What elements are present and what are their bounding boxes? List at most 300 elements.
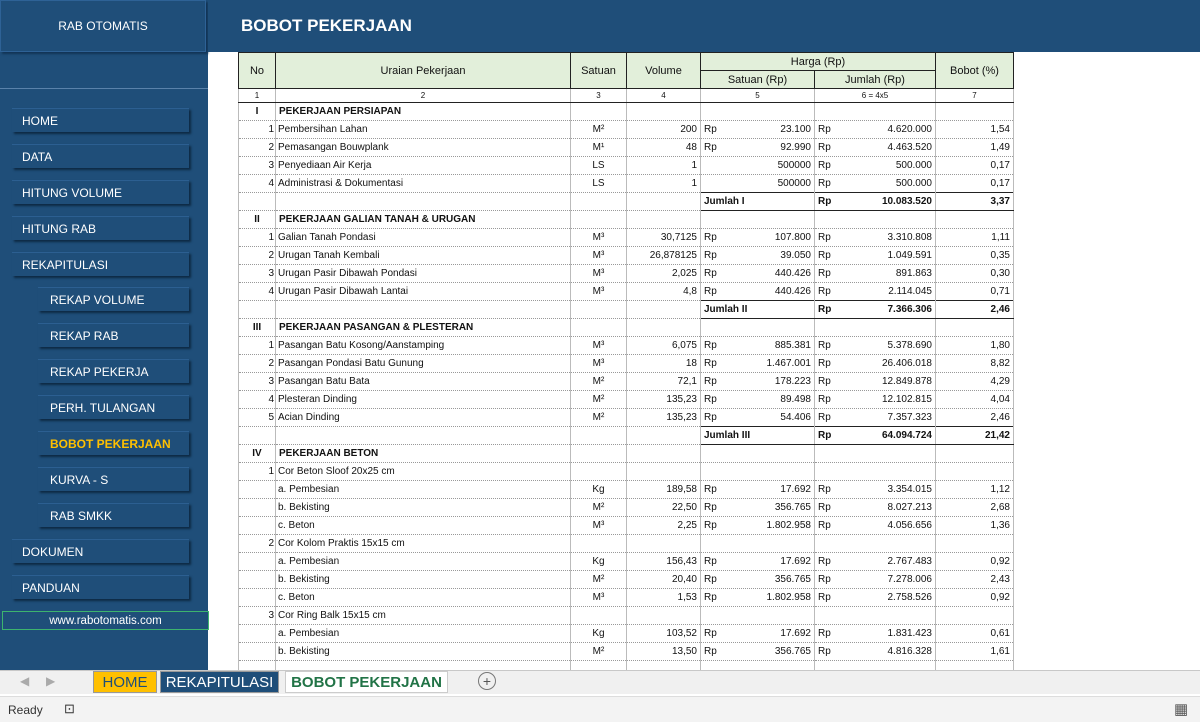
item-bobot: 0,92 xyxy=(936,589,1014,607)
index-cell: 1 xyxy=(239,89,276,103)
price-value: 440.426 xyxy=(774,286,811,297)
item-bobot: 8,82 xyxy=(936,355,1014,373)
empty-cell xyxy=(571,301,627,319)
nav-item-bobot-pekerjaan[interactable]: BOBOT PEKERJAAN xyxy=(38,431,189,455)
item-unit: M² xyxy=(571,391,627,409)
item-volume: 156,43 xyxy=(627,553,701,571)
table-row xyxy=(239,121,1014,139)
item-total xyxy=(815,175,936,193)
rp-label: Rp xyxy=(704,232,717,243)
item-bobot xyxy=(936,463,1014,481)
nav-item-hitung-volume[interactable]: HITUNG VOLUME xyxy=(12,180,189,204)
item-name: c. Beton xyxy=(276,589,571,607)
item-total xyxy=(815,409,936,427)
normal-view-icon[interactable]: ▦ xyxy=(1174,701,1189,718)
section-name: PEKERJAAN PERSIAPAN xyxy=(276,103,571,121)
item-unit: M² xyxy=(571,643,627,661)
item-unit: M² xyxy=(571,571,627,589)
item-name: Pasangan Pondasi Batu Gunung xyxy=(276,355,571,373)
item-number: 2 xyxy=(239,535,276,553)
price-value: 356.765 xyxy=(774,574,811,585)
item-number: 3 xyxy=(239,265,276,283)
item-volume: 6,075 xyxy=(627,337,701,355)
price-value: 440.426 xyxy=(774,268,811,279)
sum-total xyxy=(815,193,936,211)
price-value: 17.692 xyxy=(780,556,811,567)
item-price xyxy=(701,625,815,643)
price-value: 178.223 xyxy=(774,376,811,387)
sum-label: Jumlah II xyxy=(701,301,815,319)
price-value: 89.498 xyxy=(780,394,811,405)
col-harga: Harga (Rp) xyxy=(701,53,936,71)
item-name: Pemasangan Bouwplank xyxy=(276,139,571,157)
table-row xyxy=(239,373,1014,391)
section-name: PEKERJAAN PASANGAN & PLESTERAN xyxy=(276,319,571,337)
nav-item-dokumen[interactable]: DOKUMEN xyxy=(12,539,189,563)
status-bar xyxy=(0,696,1200,722)
empty-cell xyxy=(571,427,627,445)
table-row xyxy=(239,229,1014,247)
table-row xyxy=(239,445,1014,463)
empty-cell xyxy=(627,445,701,463)
item-number: 1 xyxy=(239,121,276,139)
item-total xyxy=(815,229,936,247)
rp-label: Rp xyxy=(704,412,717,423)
item-bobot: 0,17 xyxy=(936,175,1014,193)
rp-label: Rp xyxy=(704,286,717,297)
table-row xyxy=(239,319,1014,337)
nav-item-kurva-s[interactable]: KURVA - S xyxy=(38,467,189,491)
item-price xyxy=(701,283,815,301)
item-price xyxy=(701,589,815,607)
item-volume xyxy=(627,535,701,553)
item-volume: 1 xyxy=(627,175,701,193)
empty-cell xyxy=(276,193,571,211)
item-total xyxy=(815,157,936,175)
item-volume: 22,50 xyxy=(627,499,701,517)
item-number: 3 xyxy=(239,373,276,391)
item-unit: M² xyxy=(571,499,627,517)
table-row xyxy=(239,409,1014,427)
rp-label: Rp xyxy=(818,394,831,405)
item-total xyxy=(815,373,936,391)
price-value: 39.050 xyxy=(780,250,811,261)
empty-cell xyxy=(571,193,627,211)
status-ready: Ready xyxy=(8,703,43,717)
table-row xyxy=(239,103,1014,121)
item-volume: 2,025 xyxy=(627,265,701,283)
item-number: 2 xyxy=(239,139,276,157)
item-bobot: 1,49 xyxy=(936,139,1014,157)
sum-label: Jumlah I xyxy=(701,193,815,211)
item-bobot: 1,12 xyxy=(936,481,1014,499)
table-row xyxy=(239,499,1014,517)
empty-cell xyxy=(701,103,815,121)
item-bobot: 1,36 xyxy=(936,517,1014,535)
total-value: 4.463.520 xyxy=(887,142,932,153)
total-value: 2.758.526 xyxy=(887,592,932,603)
item-bobot: 4,04 xyxy=(936,391,1014,409)
item-price xyxy=(701,139,815,157)
item-bobot xyxy=(936,535,1014,553)
item-number: 2 xyxy=(239,355,276,373)
table-row xyxy=(239,211,1014,229)
table-row xyxy=(239,139,1014,157)
index-cell: 5 xyxy=(701,89,815,103)
sum-total xyxy=(815,301,936,319)
empty-cell xyxy=(936,103,1014,121)
rp-label: Rp xyxy=(818,592,831,603)
empty-cell xyxy=(276,427,571,445)
price-value: 1.802.958 xyxy=(766,592,811,603)
item-price xyxy=(701,175,815,193)
item-volume: 2,25 xyxy=(627,517,701,535)
table-row xyxy=(239,283,1014,301)
item-total xyxy=(815,463,936,481)
sidebar-divider xyxy=(0,88,208,89)
sum-label: Jumlah III xyxy=(701,427,815,445)
empty-cell xyxy=(571,211,627,229)
rp-label: Rp xyxy=(704,142,717,153)
section-number: II xyxy=(239,211,276,229)
item-number: 5 xyxy=(239,409,276,427)
item-unit: M³ xyxy=(571,355,627,373)
item-number xyxy=(239,499,276,517)
item-price xyxy=(701,553,815,571)
item-price xyxy=(701,517,815,535)
item-number xyxy=(239,481,276,499)
item-bobot: 0,71 xyxy=(936,283,1014,301)
rp-label: Rp xyxy=(704,394,717,405)
rp-label: Rp xyxy=(704,646,717,657)
item-name: c. Beton xyxy=(276,517,571,535)
nav-item-rekap-rab[interactable]: REKAP RAB xyxy=(38,323,189,347)
item-name: a. Pembesian xyxy=(276,481,571,499)
item-bobot: 2,68 xyxy=(936,499,1014,517)
rp-label: Rp xyxy=(818,646,831,657)
item-unit xyxy=(571,463,627,481)
table-row xyxy=(239,463,1014,481)
sum-value: 7.366.306 xyxy=(887,304,932,315)
item-name: a. Pembesian xyxy=(276,625,571,643)
empty-cell xyxy=(627,427,701,445)
item-volume: 20,40 xyxy=(627,571,701,589)
rp-label: Rp xyxy=(704,484,717,495)
item-unit: Kg xyxy=(571,625,627,643)
table-row xyxy=(239,355,1014,373)
empty-cell xyxy=(571,319,627,337)
item-name: Pasangan Batu Bata xyxy=(276,373,571,391)
website-link[interactable]: www.rabotomatis.com xyxy=(2,611,209,630)
item-bobot: 0,35 xyxy=(936,247,1014,265)
nav-item-home[interactable]: HOME xyxy=(12,108,189,132)
item-number: 3 xyxy=(239,607,276,625)
total-value: 4.816.328 xyxy=(887,646,932,657)
price-value: 356.765 xyxy=(774,646,811,657)
rp-label: Rp xyxy=(818,430,832,441)
tab-bobot-pekerjaan[interactable]: BOBOT PEKERJAAN xyxy=(285,671,448,693)
table-row xyxy=(239,571,1014,589)
item-price xyxy=(701,391,815,409)
section-name: PEKERJAAN BETON xyxy=(276,445,571,463)
price-value: 1.802.958 xyxy=(766,520,811,531)
empty-cell xyxy=(936,319,1014,337)
scroll-right-icon[interactable]: ▶ xyxy=(46,674,56,688)
item-volume: 48 xyxy=(627,139,701,157)
item-price xyxy=(701,463,815,481)
item-price xyxy=(701,571,815,589)
total-value: 1.049.591 xyxy=(887,250,932,261)
item-volume: 1 xyxy=(627,157,701,175)
item-name: Urugan Pasir Dibawah Pondasi xyxy=(276,265,571,283)
item-name: a. Pembesian xyxy=(276,553,571,571)
item-name: Acian Dinding xyxy=(276,409,571,427)
item-number: 4 xyxy=(239,391,276,409)
item-volume xyxy=(627,463,701,481)
empty-cell xyxy=(815,319,936,337)
col-no: No xyxy=(239,53,276,89)
rp-label: Rp xyxy=(818,340,831,351)
item-bobot: 1,80 xyxy=(936,337,1014,355)
item-bobot: 1,54 xyxy=(936,121,1014,139)
item-price xyxy=(701,607,815,625)
total-value: 7.278.006 xyxy=(887,574,932,585)
item-name: Pasangan Batu Kosong/Aanstamping xyxy=(276,337,571,355)
item-unit: M¹ xyxy=(571,139,627,157)
total-value: 3.354.015 xyxy=(887,484,932,495)
total-value: 891.863 xyxy=(895,268,932,279)
nav-item-rekap-volume[interactable]: REKAP VOLUME xyxy=(38,287,189,311)
scroll-left-icon[interactable]: ◀ xyxy=(20,674,30,688)
item-unit: M² xyxy=(571,373,627,391)
item-number: 4 xyxy=(239,283,276,301)
col-volume: Volume xyxy=(627,53,701,89)
nav-item-perh-tulangan[interactable]: PERH. TULANGAN xyxy=(38,395,189,419)
item-price xyxy=(701,337,815,355)
item-name: Pembersihan Lahan xyxy=(276,121,571,139)
item-bobot: 0,17 xyxy=(936,157,1014,175)
rp-label: Rp xyxy=(818,556,831,567)
item-total xyxy=(815,247,936,265)
total-value: 2.767.483 xyxy=(887,556,932,567)
price-value: 885.381 xyxy=(774,340,811,351)
item-total xyxy=(815,589,936,607)
rp-label: Rp xyxy=(818,412,831,423)
item-bobot: 2,46 xyxy=(936,409,1014,427)
item-name: Administrasi & Dokumentasi xyxy=(276,175,571,193)
rp-label: Rp xyxy=(818,124,831,135)
col-uraian: Uraian Pekerjaan xyxy=(276,53,571,89)
item-total xyxy=(815,517,936,535)
rp-label: Rp xyxy=(818,250,831,261)
item-total xyxy=(815,265,936,283)
rp-label: Rp xyxy=(818,628,831,639)
empty-cell xyxy=(239,193,276,211)
item-total xyxy=(815,355,936,373)
brand-button[interactable]: RAB OTOMATIS xyxy=(0,0,206,52)
item-total xyxy=(815,121,936,139)
item-name: Cor Kolom Praktis 15x15 cm xyxy=(276,535,571,553)
empty-cell xyxy=(701,319,815,337)
total-value: 500.000 xyxy=(895,160,932,171)
item-total xyxy=(815,283,936,301)
item-bobot: 0,30 xyxy=(936,265,1014,283)
item-unit: M³ xyxy=(571,517,627,535)
rp-label: Rp xyxy=(704,268,717,279)
item-total xyxy=(815,625,936,643)
rp-label: Rp xyxy=(818,358,831,369)
empty-cell xyxy=(627,301,701,319)
item-price xyxy=(701,481,815,499)
bobot-table xyxy=(238,52,1014,679)
item-name: Penyediaan Air Kerja xyxy=(276,157,571,175)
empty-cell xyxy=(276,301,571,319)
price-value: 356.765 xyxy=(774,502,811,513)
rp-label: Rp xyxy=(704,574,717,585)
item-volume: 18 xyxy=(627,355,701,373)
item-volume: 72,1 xyxy=(627,373,701,391)
item-unit: M³ xyxy=(571,229,627,247)
table-row xyxy=(239,391,1014,409)
rp-label: Rp xyxy=(818,268,831,279)
item-number xyxy=(239,553,276,571)
item-unit: Kg xyxy=(571,553,627,571)
item-unit: M³ xyxy=(571,283,627,301)
col-bobot: Bobot (%) xyxy=(936,53,1014,89)
nav-item-data[interactable]: DATA xyxy=(12,144,189,168)
sum-value: 10.083.520 xyxy=(881,196,932,207)
total-value: 8.027.213 xyxy=(887,502,932,513)
rp-label: Rp xyxy=(818,142,831,153)
empty-cell xyxy=(815,103,936,121)
rp-label: Rp xyxy=(704,556,717,567)
item-name: Cor Beton Sloof 20x25 cm xyxy=(276,463,571,481)
sum-total xyxy=(815,427,936,445)
col-harga-satuan: Satuan (Rp) xyxy=(701,71,815,89)
tab-rekapitulasi[interactable]: REKAPITULASI xyxy=(160,671,279,693)
item-name: Urugan Tanah Kembali xyxy=(276,247,571,265)
rp-label: Rp xyxy=(704,250,717,261)
item-total xyxy=(815,337,936,355)
item-number: 1 xyxy=(239,229,276,247)
rp-label: Rp xyxy=(704,340,717,351)
empty-cell xyxy=(701,211,815,229)
item-bobot: 0,61 xyxy=(936,625,1014,643)
table-row xyxy=(239,157,1014,175)
item-price xyxy=(701,121,815,139)
nav-item-hitung-rab[interactable]: HITUNG RAB xyxy=(12,216,189,240)
total-value: 1.831.423 xyxy=(887,628,932,639)
rp-label: Rp xyxy=(818,520,831,531)
item-name: b. Bekisting xyxy=(276,571,571,589)
table-row xyxy=(239,589,1014,607)
total-value: 2.114.045 xyxy=(888,286,932,297)
item-volume: 135,23 xyxy=(627,409,701,427)
item-volume: 103,52 xyxy=(627,625,701,643)
price-value: 17.692 xyxy=(780,484,811,495)
empty-cell xyxy=(936,211,1014,229)
item-bobot: 2,43 xyxy=(936,571,1014,589)
price-value: 1.467.001 xyxy=(766,358,811,369)
item-unit: M³ xyxy=(571,247,627,265)
nav-item-rekapitulasi[interactable]: REKAPITULASI xyxy=(12,252,189,276)
item-unit: M³ xyxy=(571,589,627,607)
item-price xyxy=(701,247,815,265)
item-bobot xyxy=(936,607,1014,625)
rp-label: Rp xyxy=(818,178,831,189)
section-number: IV xyxy=(239,445,276,463)
item-name: b. Bekisting xyxy=(276,499,571,517)
total-value: 4.620.000 xyxy=(887,124,932,135)
tab-home[interactable]: HOME xyxy=(93,671,157,693)
total-value: 3.310.808 xyxy=(887,232,932,243)
empty-cell xyxy=(627,193,701,211)
nav-item-panduan[interactable]: PANDUAN xyxy=(12,575,189,599)
table-row xyxy=(239,337,1014,355)
item-name: Galian Tanah Pondasi xyxy=(276,229,571,247)
item-unit: M² xyxy=(571,121,627,139)
sum-bobot: 21,42 xyxy=(936,427,1014,445)
add-sheet-icon[interactable]: + xyxy=(478,672,496,690)
rp-label: Rp xyxy=(704,124,717,135)
item-volume: 30,7125 xyxy=(627,229,701,247)
total-value: 500.000 xyxy=(895,178,932,189)
rp-label: Rp xyxy=(704,520,717,531)
item-number: 1 xyxy=(239,463,276,481)
item-total xyxy=(815,139,936,157)
price-value: 107.800 xyxy=(774,232,811,243)
item-total xyxy=(815,499,936,517)
nav-item-rekap-pekerja[interactable]: REKAP PEKERJA xyxy=(38,359,189,383)
table-row xyxy=(239,193,1014,211)
item-price xyxy=(701,373,815,391)
rp-label: Rp xyxy=(818,502,831,513)
table-row xyxy=(239,427,1014,445)
section-number: III xyxy=(239,319,276,337)
rp-label: Rp xyxy=(818,484,831,495)
empty-cell xyxy=(936,445,1014,463)
table-row xyxy=(239,247,1014,265)
item-total xyxy=(815,535,936,553)
nav-item-rab-smkk[interactable]: RAB SMKK xyxy=(38,503,189,527)
item-price xyxy=(701,355,815,373)
table-row xyxy=(239,643,1014,661)
macro-record-icon[interactable]: ⊡ xyxy=(64,701,75,716)
sheet-tab-bar xyxy=(0,670,1200,694)
item-total xyxy=(815,553,936,571)
item-price xyxy=(701,535,815,553)
empty-cell xyxy=(627,103,701,121)
item-volume: 26,878125 xyxy=(627,247,701,265)
section-name: PEKERJAAN GALIAN TANAH & URUGAN xyxy=(276,211,571,229)
price-value: 23.100 xyxy=(780,124,811,135)
table-row xyxy=(239,517,1014,535)
item-bobot: 4,29 xyxy=(936,373,1014,391)
sum-bobot: 3,37 xyxy=(936,193,1014,211)
total-value: 12.102.815 xyxy=(881,394,932,405)
index-cell: 3 xyxy=(571,89,627,103)
rp-label: Rp xyxy=(704,376,717,387)
section-number: I xyxy=(239,103,276,121)
item-price xyxy=(701,409,815,427)
rp-label: Rp xyxy=(818,232,831,243)
item-unit: M³ xyxy=(571,337,627,355)
item-volume xyxy=(627,607,701,625)
item-total xyxy=(815,643,936,661)
col-satuan: Satuan xyxy=(571,53,627,89)
item-unit: LS xyxy=(571,157,627,175)
empty-cell xyxy=(627,211,701,229)
